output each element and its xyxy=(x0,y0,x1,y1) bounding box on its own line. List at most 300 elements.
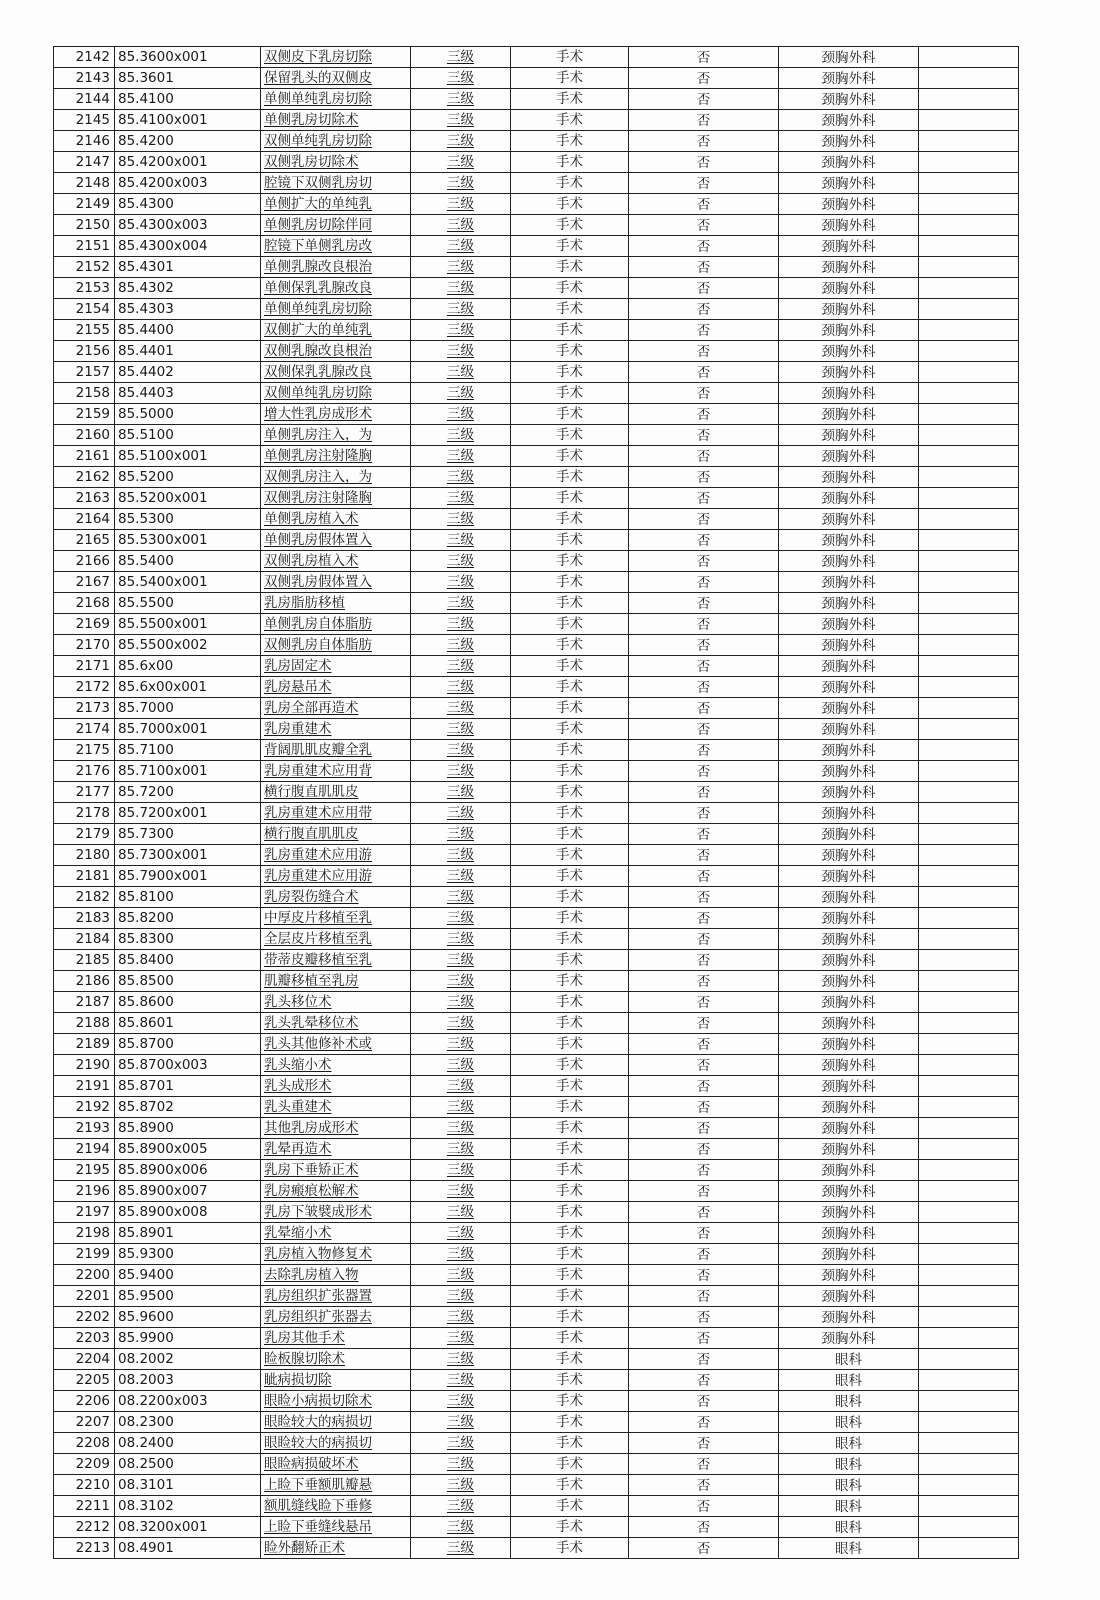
operation-type: 手术 xyxy=(511,593,629,614)
surgery-level: 三级 xyxy=(411,887,511,908)
procedure-name: 乳房其他手术 xyxy=(261,1328,411,1349)
procedure-name: 乳房瘢痕松解术 xyxy=(261,1181,411,1202)
department: 颈胸外科 xyxy=(779,1013,919,1034)
empty-cell xyxy=(919,1076,1019,1097)
surgery-level: 三级 xyxy=(411,950,511,971)
row-number: 2201 xyxy=(54,1286,115,1307)
flag-value: 否 xyxy=(629,1139,779,1160)
procedure-name: 乳头乳晕移位术 xyxy=(261,1013,411,1034)
department: 眼科 xyxy=(779,1433,919,1454)
department: 眼科 xyxy=(779,1454,919,1475)
procedure-name: 双侧乳房植入术 xyxy=(261,551,411,572)
operation-type: 手术 xyxy=(511,866,629,887)
operation-type: 手术 xyxy=(511,383,629,404)
procedure-name: 单侧单纯乳房切除 xyxy=(261,299,411,320)
procedure-code: 85.9300 xyxy=(115,1244,261,1265)
operation-type: 手术 xyxy=(511,971,629,992)
empty-cell xyxy=(919,131,1019,152)
procedure-code: 85.8300 xyxy=(115,929,261,950)
empty-cell xyxy=(919,908,1019,929)
procedure-code: 08.2003 xyxy=(115,1370,261,1391)
table-row xyxy=(54,530,1019,551)
procedure-name: 腔镜下双侧乳房切 xyxy=(261,173,411,194)
department: 颈胸外科 xyxy=(779,950,919,971)
table-row xyxy=(54,47,1019,68)
operation-type: 手术 xyxy=(511,1349,629,1370)
table-row xyxy=(54,950,1019,971)
table-row xyxy=(54,1412,1019,1433)
row-number: 2177 xyxy=(54,782,115,803)
operation-type: 手术 xyxy=(511,173,629,194)
department: 颈胸外科 xyxy=(779,278,919,299)
table-row xyxy=(54,131,1019,152)
operation-type: 手术 xyxy=(511,656,629,677)
row-number: 2179 xyxy=(54,824,115,845)
empty-cell xyxy=(919,362,1019,383)
surgery-level: 三级 xyxy=(411,992,511,1013)
operation-type: 手术 xyxy=(511,1118,629,1139)
flag-value: 否 xyxy=(629,698,779,719)
table-row xyxy=(54,866,1019,887)
operation-type: 手术 xyxy=(511,1475,629,1496)
department: 颈胸外科 xyxy=(779,1139,919,1160)
procedure-name: 单侧乳房自体脂肪 xyxy=(261,614,411,635)
table-row xyxy=(54,152,1019,173)
operation-type: 手术 xyxy=(511,1370,629,1391)
flag-value: 否 xyxy=(629,677,779,698)
procedure-name: 乳头其他修补术或 xyxy=(261,1034,411,1055)
surgery-level: 三级 xyxy=(411,824,511,845)
empty-cell xyxy=(919,677,1019,698)
flag-value: 否 xyxy=(629,1538,779,1559)
operation-type: 手术 xyxy=(511,845,629,866)
table-row xyxy=(54,1013,1019,1034)
table-row xyxy=(54,1328,1019,1349)
operation-type: 手术 xyxy=(511,425,629,446)
row-number: 2189 xyxy=(54,1034,115,1055)
table-row xyxy=(54,929,1019,950)
procedure-code: 08.3200x001 xyxy=(115,1517,261,1538)
flag-value: 否 xyxy=(629,215,779,236)
procedure-code: 85.3601 xyxy=(115,68,261,89)
row-number: 2166 xyxy=(54,551,115,572)
row-number: 2145 xyxy=(54,110,115,131)
procedure-code: 08.3101 xyxy=(115,1475,261,1496)
procedure-code: 85.8901 xyxy=(115,1223,261,1244)
department: 颈胸外科 xyxy=(779,1244,919,1265)
surgery-level: 三级 xyxy=(411,1328,511,1349)
operation-type: 手术 xyxy=(511,509,629,530)
department: 颈胸外科 xyxy=(779,362,919,383)
table-row xyxy=(54,782,1019,803)
procedure-name: 乳房脂肪移植 xyxy=(261,593,411,614)
table-row xyxy=(54,1433,1019,1454)
row-number: 2155 xyxy=(54,320,115,341)
procedure-code: 85.7900x001 xyxy=(115,866,261,887)
table-row xyxy=(54,740,1019,761)
flag-value: 否 xyxy=(629,950,779,971)
row-number: 2207 xyxy=(54,1412,115,1433)
department: 眼科 xyxy=(779,1412,919,1433)
flag-value: 否 xyxy=(629,824,779,845)
empty-cell xyxy=(919,782,1019,803)
row-number: 2172 xyxy=(54,677,115,698)
surgery-level: 三级 xyxy=(411,446,511,467)
surgery-level: 三级 xyxy=(411,1517,511,1538)
operation-type: 手术 xyxy=(511,740,629,761)
operation-type: 手术 xyxy=(511,1538,629,1559)
department: 眼科 xyxy=(779,1538,919,1559)
operation-type: 手术 xyxy=(511,698,629,719)
department: 颈胸外科 xyxy=(779,215,919,236)
procedure-name: 单侧乳房注入，为 xyxy=(261,425,411,446)
empty-cell xyxy=(919,719,1019,740)
surgery-level: 三级 xyxy=(411,1013,511,1034)
table-row xyxy=(54,1307,1019,1328)
flag-value: 否 xyxy=(629,1076,779,1097)
flag-value: 否 xyxy=(629,383,779,404)
department: 颈胸外科 xyxy=(779,782,919,803)
procedure-code: 08.2002 xyxy=(115,1349,261,1370)
surgery-level: 三级 xyxy=(411,866,511,887)
procedure-code: 85.4200x001 xyxy=(115,152,261,173)
row-number: 2192 xyxy=(54,1097,115,1118)
flag-value: 否 xyxy=(629,656,779,677)
row-number: 2174 xyxy=(54,719,115,740)
empty-cell xyxy=(919,1181,1019,1202)
row-number: 2198 xyxy=(54,1223,115,1244)
surgery-level: 三级 xyxy=(411,719,511,740)
empty-cell xyxy=(919,803,1019,824)
flag-value: 否 xyxy=(629,425,779,446)
empty-cell xyxy=(919,215,1019,236)
surgery-level: 三级 xyxy=(411,803,511,824)
operation-type: 手术 xyxy=(511,572,629,593)
operation-type: 手术 xyxy=(511,299,629,320)
procedure-name: 单侧保乳乳腺改良 xyxy=(261,278,411,299)
surgery-level: 三级 xyxy=(411,1034,511,1055)
procedure-code: 85.4100x001 xyxy=(115,110,261,131)
row-number: 2156 xyxy=(54,341,115,362)
procedure-code: 85.8900x008 xyxy=(115,1202,261,1223)
surgery-level: 三级 xyxy=(411,1349,511,1370)
department: 颈胸外科 xyxy=(779,110,919,131)
procedure-name: 乳房植入物修复术 xyxy=(261,1244,411,1265)
surgery-level: 三级 xyxy=(411,761,511,782)
procedure-name: 横行腹直肌肌皮 xyxy=(261,824,411,845)
department: 颈胸外科 xyxy=(779,383,919,404)
operation-type: 手术 xyxy=(511,1265,629,1286)
procedure-name: 单侧乳房切除伴同 xyxy=(261,215,411,236)
table-row xyxy=(54,1076,1019,1097)
row-number: 2170 xyxy=(54,635,115,656)
empty-cell xyxy=(919,1307,1019,1328)
surgery-level: 三级 xyxy=(411,740,511,761)
empty-cell xyxy=(919,236,1019,257)
row-number: 2149 xyxy=(54,194,115,215)
surgery-level: 三级 xyxy=(411,110,511,131)
flag-value: 否 xyxy=(629,1349,779,1370)
flag-value: 否 xyxy=(629,1118,779,1139)
department: 颈胸外科 xyxy=(779,1034,919,1055)
department: 颈胸外科 xyxy=(779,593,919,614)
procedure-name: 增大性乳房成形术 xyxy=(261,404,411,425)
row-number: 2190 xyxy=(54,1055,115,1076)
table-row xyxy=(54,908,1019,929)
surgery-level: 三级 xyxy=(411,1433,511,1454)
procedure-code: 85.4200x003 xyxy=(115,173,261,194)
procedure-code: 85.7000 xyxy=(115,698,261,719)
row-number: 2186 xyxy=(54,971,115,992)
table-row xyxy=(54,89,1019,110)
department: 颈胸外科 xyxy=(779,1160,919,1181)
empty-cell xyxy=(919,824,1019,845)
procedure-code: 08.2300 xyxy=(115,1412,261,1433)
surgery-level: 三级 xyxy=(411,845,511,866)
row-number: 2158 xyxy=(54,383,115,404)
surgery-level: 三级 xyxy=(411,1202,511,1223)
operation-type: 手术 xyxy=(511,1076,629,1097)
procedure-code: 85.5100x001 xyxy=(115,446,261,467)
procedure-name: 乳房裂伤缝合术 xyxy=(261,887,411,908)
flag-value: 否 xyxy=(629,1370,779,1391)
procedure-name: 乳房全部再造术 xyxy=(261,698,411,719)
row-number: 2159 xyxy=(54,404,115,425)
department: 颈胸外科 xyxy=(779,929,919,950)
table-row xyxy=(54,1265,1019,1286)
empty-cell xyxy=(919,278,1019,299)
procedure-code: 85.5500x002 xyxy=(115,635,261,656)
table-row xyxy=(54,1349,1019,1370)
empty-cell xyxy=(919,1517,1019,1538)
procedure-name: 单侧乳房假体置入 xyxy=(261,530,411,551)
flag-value: 否 xyxy=(629,593,779,614)
procedure-name: 乳房重建术 xyxy=(261,719,411,740)
procedure-code: 85.9400 xyxy=(115,1265,261,1286)
table-row xyxy=(54,1223,1019,1244)
empty-cell xyxy=(919,551,1019,572)
procedure-name: 乳房重建术应用游 xyxy=(261,845,411,866)
department: 颈胸外科 xyxy=(779,803,919,824)
surgery-level: 三级 xyxy=(411,1286,511,1307)
procedure-name: 单侧扩大的单纯乳 xyxy=(261,194,411,215)
table-row xyxy=(54,488,1019,509)
surgery-level: 三级 xyxy=(411,908,511,929)
operation-type: 手术 xyxy=(511,404,629,425)
surgery-level: 三级 xyxy=(411,488,511,509)
procedure-name: 双侧乳房假体置入 xyxy=(261,572,411,593)
procedure-code: 85.8900 xyxy=(115,1118,261,1139)
empty-cell xyxy=(919,299,1019,320)
surgery-level: 三级 xyxy=(411,1538,511,1559)
surgery-level: 三级 xyxy=(411,194,511,215)
table-row xyxy=(54,1181,1019,1202)
table-row xyxy=(54,446,1019,467)
department: 颈胸外科 xyxy=(779,1223,919,1244)
surgery-level: 三级 xyxy=(411,509,511,530)
operation-type: 手术 xyxy=(511,929,629,950)
empty-cell xyxy=(919,992,1019,1013)
department: 颈胸外科 xyxy=(779,1076,919,1097)
flag-value: 否 xyxy=(629,740,779,761)
surgery-level: 三级 xyxy=(411,383,511,404)
empty-cell xyxy=(919,614,1019,635)
table-row xyxy=(54,1139,1019,1160)
procedure-code: 85.4301 xyxy=(115,257,261,278)
department: 颈胸外科 xyxy=(779,89,919,110)
flag-value: 否 xyxy=(629,845,779,866)
surgery-level: 三级 xyxy=(411,1265,511,1286)
empty-cell xyxy=(919,1370,1019,1391)
procedure-code: 85.5100 xyxy=(115,425,261,446)
procedure-code: 85.4200 xyxy=(115,131,261,152)
row-number: 2183 xyxy=(54,908,115,929)
row-number: 2164 xyxy=(54,509,115,530)
table-row xyxy=(54,845,1019,866)
procedure-code: 85.5300x001 xyxy=(115,530,261,551)
department: 颈胸外科 xyxy=(779,719,919,740)
procedure-code: 85.5400 xyxy=(115,551,261,572)
department: 颈胸外科 xyxy=(779,1202,919,1223)
operation-type: 手术 xyxy=(511,677,629,698)
table-row xyxy=(54,719,1019,740)
flag-value: 否 xyxy=(629,1328,779,1349)
operation-type: 手术 xyxy=(511,1412,629,1433)
procedure-name: 双侧乳房注入，为 xyxy=(261,467,411,488)
row-number: 2195 xyxy=(54,1160,115,1181)
empty-cell xyxy=(919,1034,1019,1055)
department: 颈胸外科 xyxy=(779,761,919,782)
flag-value: 否 xyxy=(629,509,779,530)
table-row xyxy=(54,341,1019,362)
procedure-code: 85.4302 xyxy=(115,278,261,299)
table-row xyxy=(54,572,1019,593)
table-row xyxy=(54,635,1019,656)
surgery-level: 三级 xyxy=(411,257,511,278)
procedure-name: 单侧乳房切除术 xyxy=(261,110,411,131)
table-row xyxy=(54,551,1019,572)
operation-type: 手术 xyxy=(511,1328,629,1349)
surgery-level: 三级 xyxy=(411,404,511,425)
flag-value: 否 xyxy=(629,1097,779,1118)
empty-cell xyxy=(919,89,1019,110)
operation-type: 手术 xyxy=(511,1055,629,1076)
flag-value: 否 xyxy=(629,1433,779,1454)
procedure-code: 85.5500 xyxy=(115,593,261,614)
procedure-code: 85.8601 xyxy=(115,1013,261,1034)
procedure-name: 乳房重建术应用带 xyxy=(261,803,411,824)
procedure-name: 腔镜下单侧乳房改 xyxy=(261,236,411,257)
procedure-name: 乳房组织扩张器置 xyxy=(261,1286,411,1307)
department: 颈胸外科 xyxy=(779,341,919,362)
surgery-level: 三级 xyxy=(411,551,511,572)
surgery-level: 三级 xyxy=(411,1139,511,1160)
row-number: 2152 xyxy=(54,257,115,278)
flag-value: 否 xyxy=(629,341,779,362)
procedure-code: 85.8900x006 xyxy=(115,1160,261,1181)
procedure-code: 85.3600x001 xyxy=(115,47,261,68)
procedure-code: 85.5200x001 xyxy=(115,488,261,509)
operation-type: 手术 xyxy=(511,1223,629,1244)
surgery-level: 三级 xyxy=(411,1055,511,1076)
row-number: 2209 xyxy=(54,1454,115,1475)
procedure-name: 双侧单纯乳房切除 xyxy=(261,383,411,404)
table-row xyxy=(54,992,1019,1013)
operation-type: 手术 xyxy=(511,362,629,383)
operation-type: 手术 xyxy=(511,1244,629,1265)
empty-cell xyxy=(919,509,1019,530)
row-number: 2213 xyxy=(54,1538,115,1559)
operation-type: 手术 xyxy=(511,1202,629,1223)
surgery-level: 三级 xyxy=(411,698,511,719)
procedure-code: 85.8700 xyxy=(115,1034,261,1055)
surgery-level: 三级 xyxy=(411,341,511,362)
procedure-name: 带蒂皮瓣移植至乳 xyxy=(261,950,411,971)
procedure-table xyxy=(53,46,1019,1559)
procedure-code: 85.5300 xyxy=(115,509,261,530)
operation-type: 手术 xyxy=(511,131,629,152)
row-number: 2148 xyxy=(54,173,115,194)
procedure-name: 乳房悬吊术 xyxy=(261,677,411,698)
procedure-name: 眼睑较大的病损切 xyxy=(261,1412,411,1433)
empty-cell xyxy=(919,887,1019,908)
department: 颈胸外科 xyxy=(779,299,919,320)
table-row xyxy=(54,824,1019,845)
row-number: 2194 xyxy=(54,1139,115,1160)
procedure-code: 85.8600 xyxy=(115,992,261,1013)
operation-type: 手术 xyxy=(511,236,629,257)
department: 颈胸外科 xyxy=(779,467,919,488)
procedure-name: 乳房固定术 xyxy=(261,656,411,677)
empty-cell xyxy=(919,446,1019,467)
flag-value: 否 xyxy=(629,887,779,908)
row-number: 2162 xyxy=(54,467,115,488)
surgery-level: 三级 xyxy=(411,929,511,950)
department: 颈胸外科 xyxy=(779,194,919,215)
table-row xyxy=(54,593,1019,614)
department: 颈胸外科 xyxy=(779,866,919,887)
operation-type: 手术 xyxy=(511,887,629,908)
procedure-name: 上睑下垂缝线悬吊 xyxy=(261,1517,411,1538)
operation-type: 手术 xyxy=(511,341,629,362)
department: 颈胸外科 xyxy=(779,551,919,572)
flag-value: 否 xyxy=(629,236,779,257)
empty-cell xyxy=(919,929,1019,950)
department: 颈胸外科 xyxy=(779,677,919,698)
procedure-code: 08.2200x003 xyxy=(115,1391,261,1412)
row-number: 2157 xyxy=(54,362,115,383)
empty-cell xyxy=(919,1223,1019,1244)
flag-value: 否 xyxy=(629,131,779,152)
surgery-level: 三级 xyxy=(411,131,511,152)
operation-type: 手术 xyxy=(511,47,629,68)
department: 颈胸外科 xyxy=(779,530,919,551)
surgery-level: 三级 xyxy=(411,677,511,698)
surgery-level: 三级 xyxy=(411,278,511,299)
row-number: 2151 xyxy=(54,236,115,257)
empty-cell xyxy=(919,68,1019,89)
flag-value: 否 xyxy=(629,68,779,89)
surgery-level: 三级 xyxy=(411,152,511,173)
empty-cell xyxy=(919,656,1019,677)
department: 颈胸外科 xyxy=(779,824,919,845)
empty-cell xyxy=(919,1160,1019,1181)
empty-cell xyxy=(919,845,1019,866)
flag-value: 否 xyxy=(629,1265,779,1286)
empty-cell xyxy=(919,404,1019,425)
table-row xyxy=(54,68,1019,89)
flag-value: 否 xyxy=(629,635,779,656)
